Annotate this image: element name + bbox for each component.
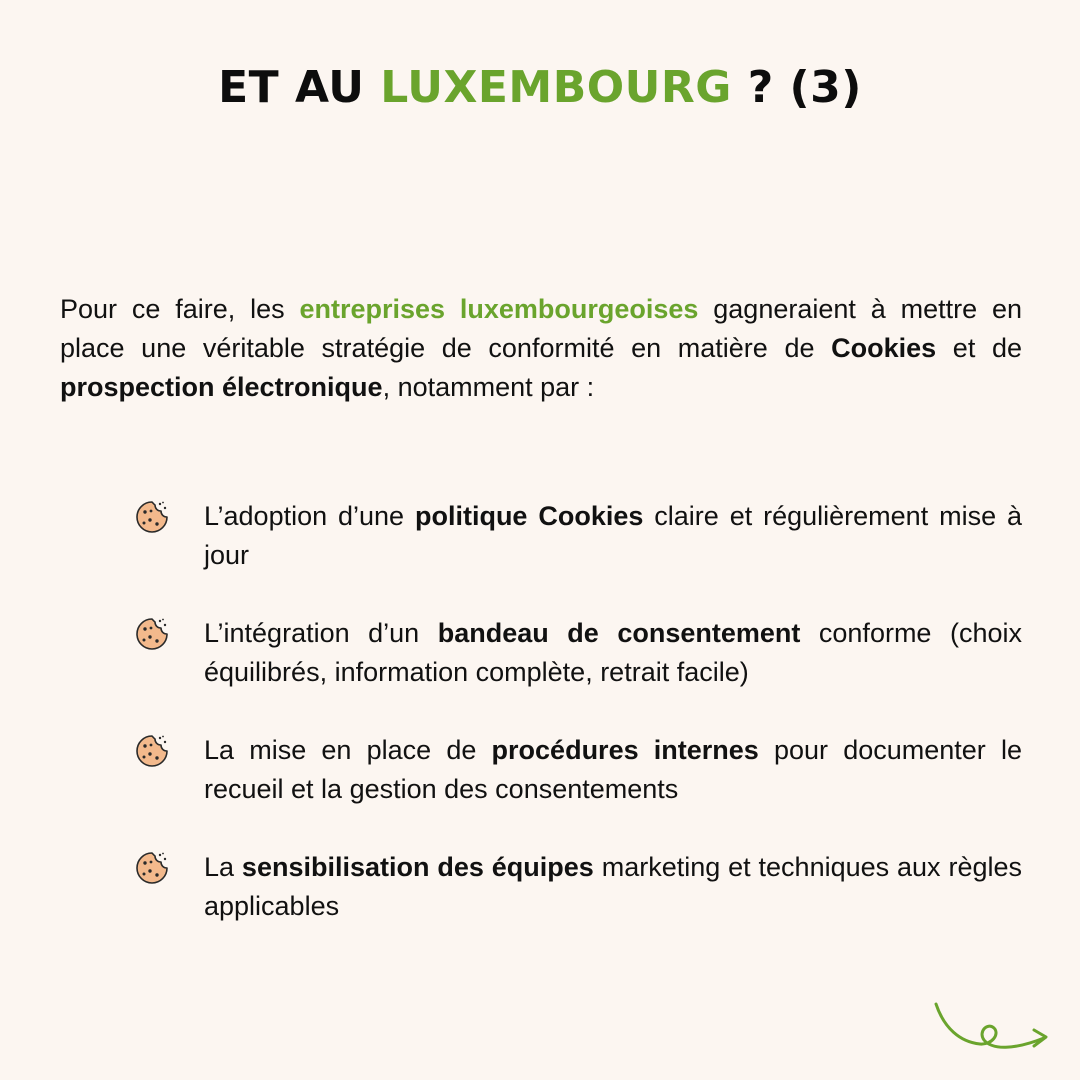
intro-text-4: , notamment par : <box>382 372 595 402</box>
list-item <box>134 731 1022 809</box>
list-item-pre: L’adoption d’une <box>204 501 415 531</box>
curly-arrow-icon[interactable] <box>930 998 1052 1060</box>
list-item-pre: La <box>204 852 242 882</box>
list-item <box>134 848 1022 926</box>
list-item-text <box>204 614 1022 692</box>
list-item-pre: L’intégration d’un <box>204 618 438 648</box>
cookie-icon <box>134 616 170 652</box>
list-item-pre: La mise en place de <box>204 735 492 765</box>
list-item-bold: politique Cookies <box>414 501 644 531</box>
intro-bold-cookies: Cookies <box>831 333 937 363</box>
list-item-post: pour documenter le recueil et la gestion des consentements <box>204 735 1022 804</box>
intro-bold-prospection: prospection électronique <box>60 372 383 402</box>
list-item-bold: sensibilisation des équipes <box>241 852 594 882</box>
title-part2: ? (3) <box>731 62 862 113</box>
intro-text-1: Pour ce faire, les <box>60 294 300 324</box>
list-item-text <box>204 731 1022 809</box>
list-item <box>134 497 1022 575</box>
list-item-text <box>204 848 1022 926</box>
title-part1: ET AU <box>218 62 381 113</box>
list-item-post: conforme (choix équilibrés, information complète, retrait facile) <box>204 618 1023 687</box>
list-item <box>134 614 1022 692</box>
intro-paragraph <box>60 290 1022 407</box>
list-item-bold: bandeau de consentement <box>437 618 801 648</box>
list-item-post: claire et régulièrement mise à jour <box>204 501 1022 570</box>
list-item-post: marketing et techniques aux règles applicables <box>204 852 1022 921</box>
cookie-icon <box>134 499 170 535</box>
cookie-icon <box>134 850 170 886</box>
intro-text-2: gagneraient à mettre en place une véritable stratégie de conformité en matière de <box>60 294 1022 363</box>
page-title <box>0 62 1080 113</box>
list-item-text <box>204 497 1022 575</box>
title-accent: LUXEMBOURG <box>380 62 732 113</box>
cookie-icon <box>134 733 170 769</box>
intro-text-3: et de <box>936 333 1022 363</box>
intro-highlight: entreprises luxembourgeoises <box>299 294 699 324</box>
list-item-bold: procédures internes <box>491 735 759 765</box>
